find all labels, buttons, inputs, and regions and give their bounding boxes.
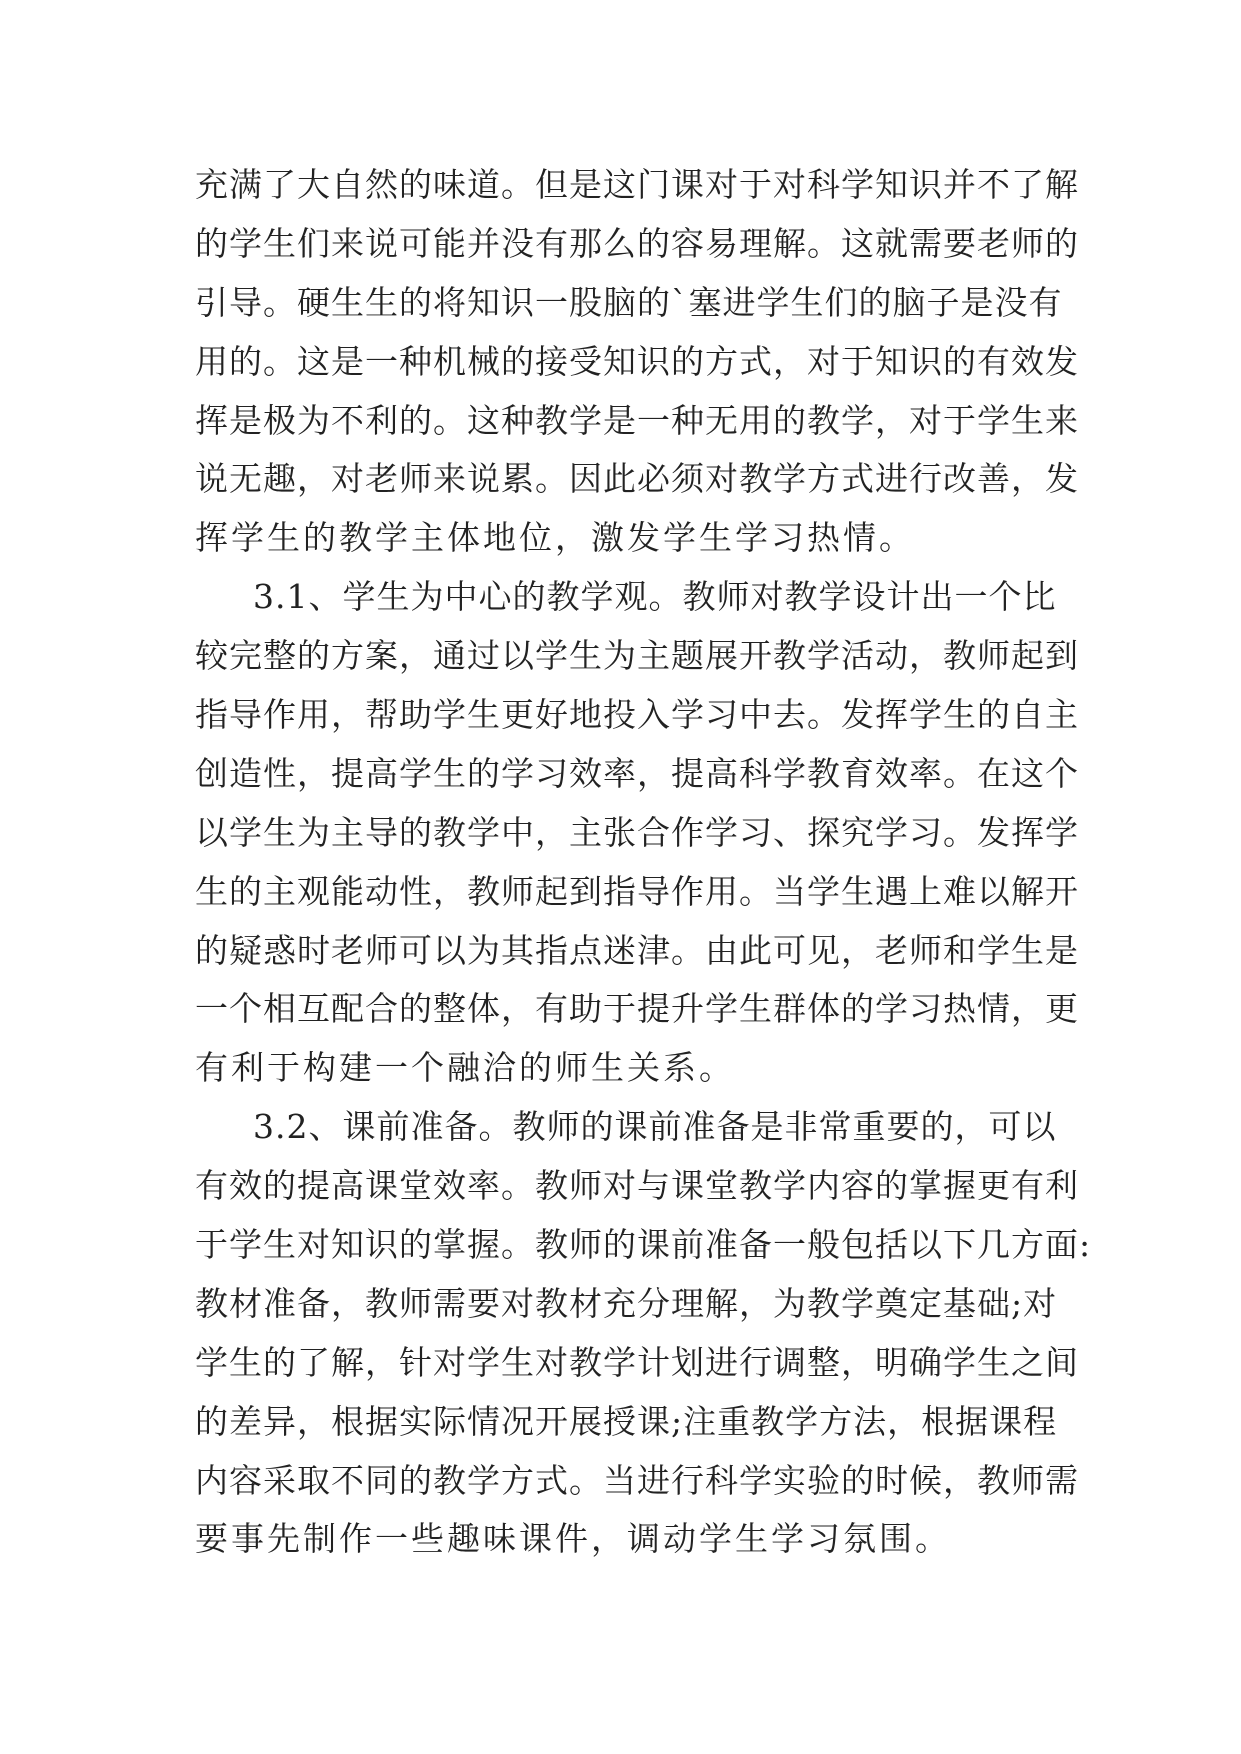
- body-text: [195, 156, 1092, 1569]
- text-line: 用的。这是一种机械的接受知识的方式，对于知识的有效发: [195, 341, 1079, 381]
- text-line: 有效的提高课堂效率。教师对与课堂教学内容的掌握更有利: [195, 1166, 1079, 1206]
- text-line: 指导作用，帮助学生更好地投入学习中去。发挥学生的自主: [195, 695, 1079, 735]
- text-line: 生的主观能动性，教师起到指导作用。当学生遇上难以解开: [195, 871, 1079, 911]
- text-line: 的差异，根据实际情况开展授课;注重教学方法，根据课程: [195, 1401, 1058, 1441]
- text-line: 引导。硬生生的将知识一股脑的`塞进学生们的脑子是没有: [195, 282, 1063, 322]
- text-line: 教材准备，教师需要对教材充分理解，为教学奠定基础;对: [195, 1283, 1058, 1323]
- text-line: 3.1、学生为中心的教学观。教师对教学设计出一个比: [253, 577, 1057, 617]
- text-line: 于学生对知识的掌握。教师的课前准备一般包括以下几方面:: [195, 1225, 1092, 1265]
- text-line: 以学生为主导的教学中，主张合作学习、探究学习。发挥学: [195, 812, 1079, 852]
- text-line: 挥学生的教学主体地位，激发学生学习热情。: [195, 518, 915, 558]
- text-line: 挥是极为不利的。这种教学是一种无用的教学，对于学生来: [195, 400, 1079, 440]
- text-line: 要事先制作一些趣味课件，调动学生学习氛围。: [195, 1519, 951, 1559]
- text-line: 较完整的方案，通过以学生为主题展开教学活动，教师起到: [195, 636, 1079, 676]
- text-line: 学生的了解，针对学生对教学计划进行调整，明确学生之间: [195, 1342, 1079, 1382]
- text-line: 创造性，提高学生的学习效率，提高科学教育效率。在这个: [195, 753, 1079, 793]
- text-line: 的疑惑时老师可以为其指点迷津。由此可见，老师和学生是: [195, 930, 1079, 970]
- text-line: 有利于构建一个融洽的师生关系。: [195, 1048, 735, 1088]
- text-line: 充满了大自然的味道。但是这门课对于对科学知识并不了解: [195, 165, 1079, 204]
- text-line: 的学生们来说可能并没有那么的容易理解。这就需要老师的: [195, 223, 1079, 263]
- text-line: 内容采取不同的教学方式。当进行科学实验的时候，教师需: [195, 1460, 1079, 1500]
- text-line: 3.2、课前准备。教师的课前准备是非常重要的，可以: [253, 1107, 1057, 1147]
- text-line: 说无趣，对老师来说累。因此必须对教学方式进行改善，发: [195, 459, 1079, 499]
- text-line: 一个相互配合的整体，有助于提升学生群体的学习热情，更: [195, 989, 1079, 1029]
